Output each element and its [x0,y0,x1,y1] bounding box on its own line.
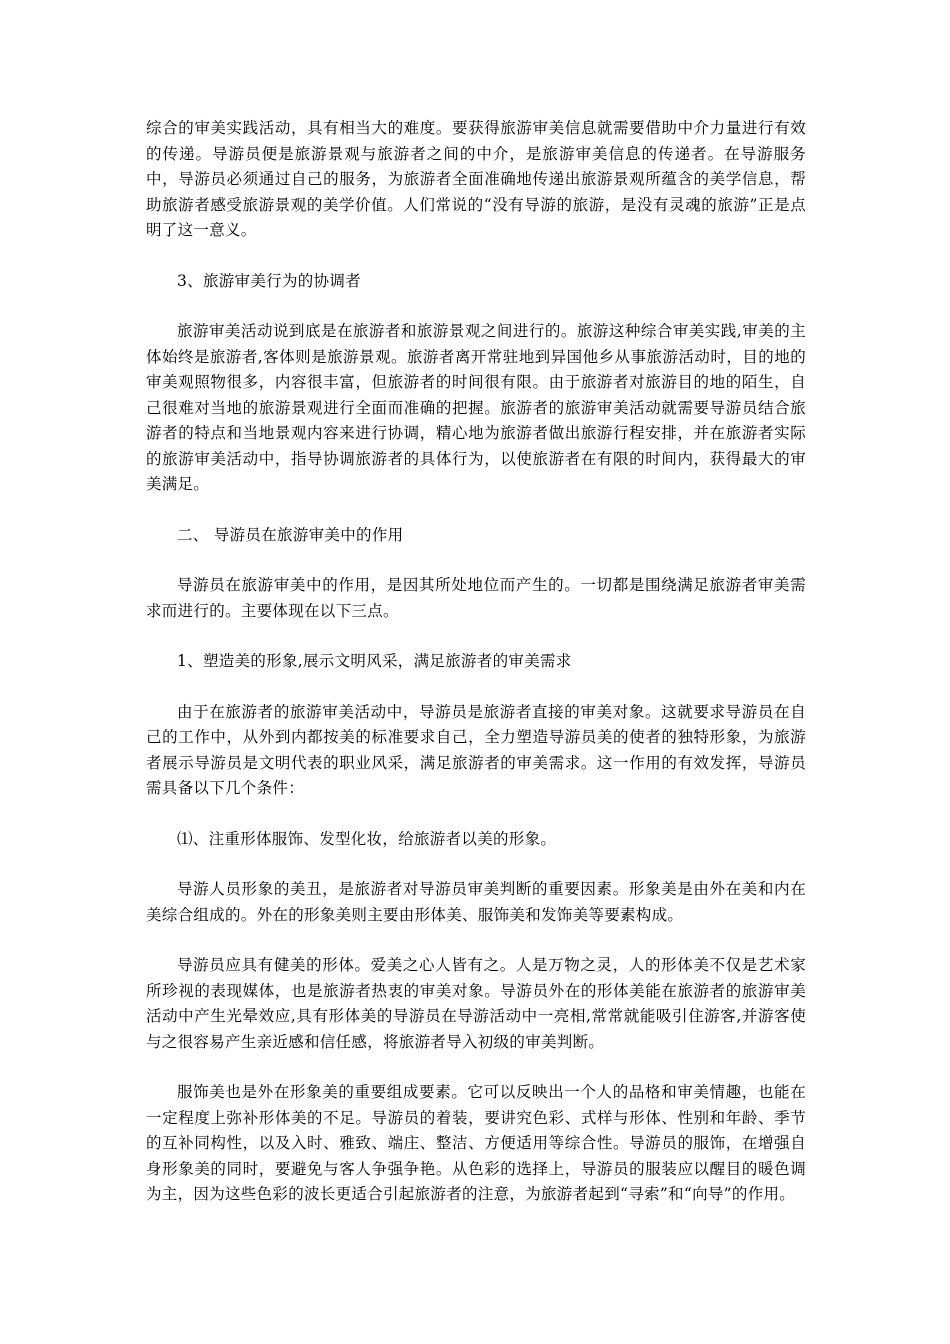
section-heading-coordinator: 3、旅游审美行为的协调者 [177,271,361,290]
paragraph-appearance: 导游人员形象的美丑，是旅游者对导游员审美判断的重要因素。形象美是由外在美和内在美综合组成的。外在的形象美则主要由形体美、服饰美和发饰美等要素构成。 [146,880,806,924]
section-heading-role: 二、 导游员在旅游审美中的作用 [177,525,404,544]
paragraph-clothing: 服饰美也是外在形象美的重要组成要素。它可以反映出一个人的品格和审美情趣，也能在一定程度上弥补形体美的不足。导游员的着装，要讲究色彩、式样与形体、性别和年龄、季节的互补同构性，以及入时、雅致、端庄、整洁、方便适用等综合性。导游员的服饰，在增强自身形象美的同时，要避免与客人争强争艳。从色彩的选择上，导游员的服装应以醒目的暖色调为主，因为这些色彩的波长更适合引起旅游者的注意，为旅游者起到“寻索”和“向导”的作用。 [146,1083,806,1203]
paragraph-image: 由于在旅游者的旅游审美活动中，导游员是旅游者直接的审美对象。这就要求导游员在自己的工作中，从外到内都按美的标准要求自己，全力塑造导游员美的使者的独特形象，为旅游者展示导游员是文明代表的职业风采，满足旅游者的审美需求。这一作用的有效发挥，导游员需具备以下几个条件： [146,702,806,797]
paragraph-coordinator: 旅游审美活动说到底是在旅游者和旅游景观之间进行的。旅游这种综合审美实践,审美的主体始终是旅游者,客体则是旅游景观。旅游者离开常驻地到异国他乡从事旅游活动时，目的地的审美观照物很多，内容很丰富，但旅游者的时间很有限。由于旅游者对旅游目的地的陌生，自己很难对当地的旅游景观进行全面而准确的把握。旅游者的旅游审美活动就需要导游员结合旅游者的特点和当地景观内容来进行协调，精心地为旅游者做出旅游行程安排，并在旅游者实际的旅游审美活动中，指导协调旅游者的具体行为，以使旅游者在有限的时间内，获得最大的审美满足。 [146,322,806,493]
subsection-heading-appearance: ⑴、注重形体服饰、发型化妆，给旅游者以美的形象。 [177,829,557,848]
subsection-heading-image: 1、塑造美的形象,展示文明风采，满足旅游者的审美需求 [177,652,572,670]
paragraph-role-intro: 导游员在旅游审美中的作用，是因其所处地位而产生的。一切都是围绕满足旅游者审美需求而进行的。主要体现在以下三点。 [146,576,806,620]
paragraph-physique: 导游员应具有健美的形体。爱美之心人皆有之。人是万物之灵，人的形体美不仅是艺术家所珍视的表现媒体，也是旅游者热衷的审美对象。导游员外在的形体美能在旅游者的旅游审美活动中产生光晕效应,具有形体美的导游员在导游活动中一亮相,常常就能吸引住游客,并游客使与之很容易产生亲近感和信任感，将旅游者导入初级的审美判断。 [146,956,806,1051]
paragraph-intro-continuation: 综合的审美实践活动，具有相当大的难度。要获得旅游审美信息就需要借助中介力量进行有效的传递。导游员便是旅游景观与旅游者之间的中介，是旅游审美信息的传递者。在导游服务中，导游员必须通过自己的服务，为旅游者全面准确地传递出旅游景观所蕴含的美学信息，帮助旅游者感受旅游景观的美学价值。人们常说的“没有导游的旅游，是没有灵魂的旅游”正是点明了这一意义。 [146,119,806,239]
document-page [146,116,806,1233]
